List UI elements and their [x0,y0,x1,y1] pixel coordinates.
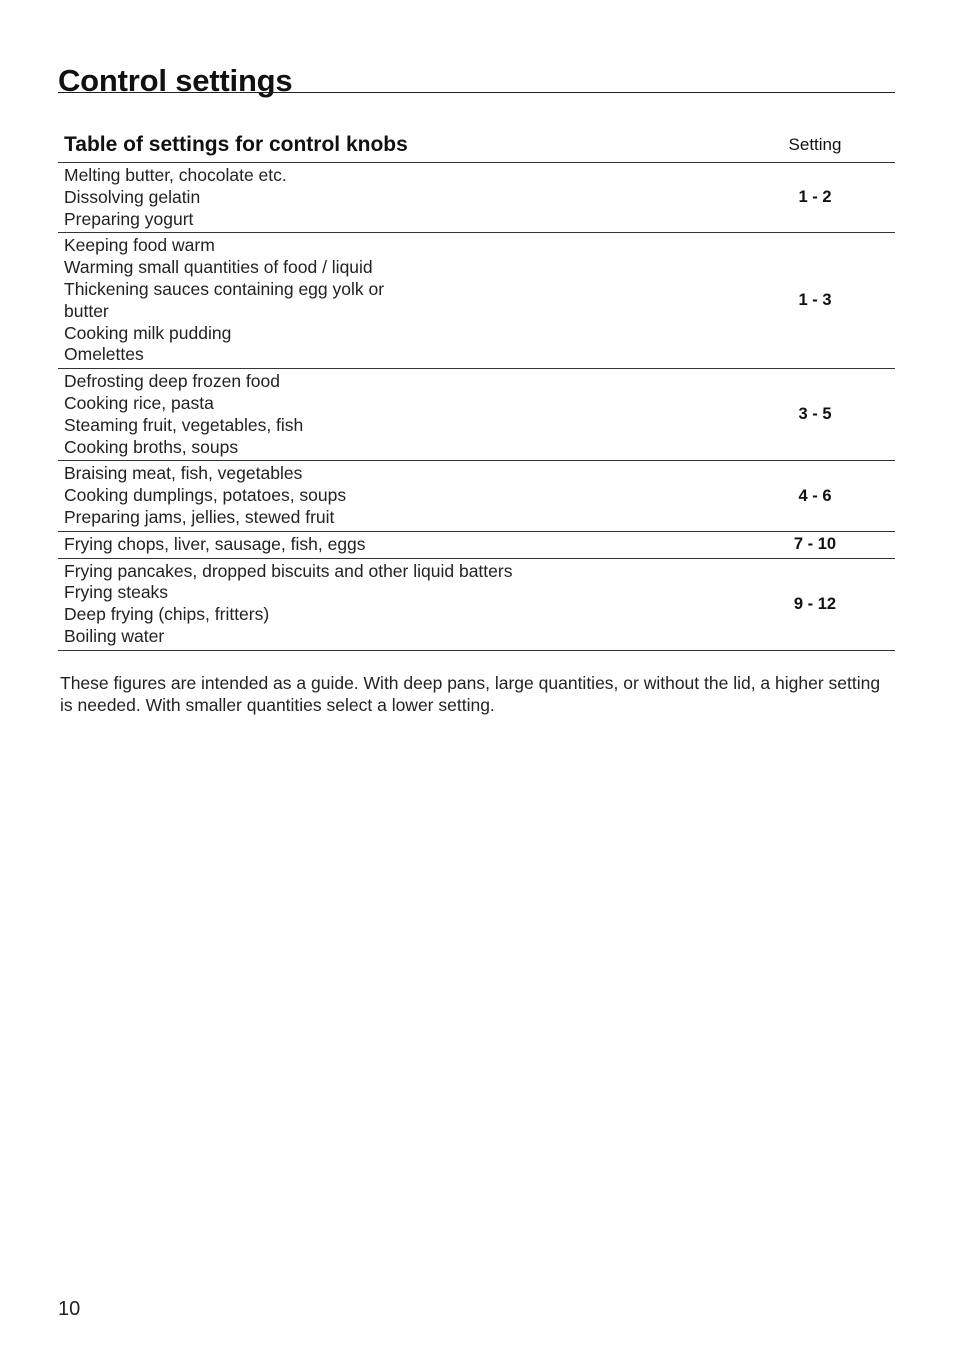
page-number: 10 [58,1298,81,1320]
row-items [58,461,735,530]
table-caption: Table of settings for control knobs [64,133,408,156]
list-item: Omelettes [64,344,144,365]
list-item: Boiling water [64,625,165,646]
list-item: Dissolving gelatin [64,186,201,207]
row-items [58,369,735,460]
title-divider [58,92,895,93]
list-item: Preparing jams, jellies, stewed fruit [64,506,335,527]
list-item: Cooking broths, soups [64,436,239,457]
row-items [58,163,735,232]
table-row [58,461,895,531]
list-item: Melting butter, chocolate etc. [64,165,287,185]
list-item: Frying pancakes, dropped biscuits and other liquid batters [64,560,513,581]
table-row [58,369,895,461]
list-item: Frying chops, liver, sausage, fish, eggs [64,533,366,554]
table-header [58,128,895,163]
list-item: Keeping food warm [64,235,215,256]
table-row [58,163,895,233]
table-row [58,233,895,369]
settings-table [58,128,895,651]
setting-value: 1 - 2 [798,188,832,207]
row-items [58,532,735,558]
setting-value: 4 - 6 [798,486,832,505]
list-item: Braising meat, fish, vegetables [64,463,303,484]
setting-value: 7 - 10 [793,534,837,553]
table-row [58,559,895,651]
setting-value: 3 - 5 [798,405,832,424]
list-item: Defrosting deep frozen food [64,371,280,392]
row-items [58,233,735,368]
list-item: Cooking rice, pasta [64,392,214,413]
setting-value: 1 - 3 [798,291,832,310]
row-items [58,559,735,650]
list-item: Frying steaks [64,582,169,603]
table-footnote: These figures are intended as a guide. With deep pans, large quantities, or without the lid, a higher setting is needed. With smaller quantities select a lower setting. [60,672,881,715]
list-item: Cooking milk pudding [64,322,232,343]
table-row [58,532,895,559]
list-item: Cooking dumplings, potatoes, soups [64,485,347,506]
list-item: Thickening sauces containing egg yolk or butter [64,278,385,321]
setting-value: 9 - 12 [793,594,837,613]
page-title: Control settings [58,62,293,98]
list-item: Preparing yogurt [64,208,194,229]
list-item: Warming small quantities of food / liquid [64,257,373,278]
list-item: Deep frying (chips, fritters) [64,604,270,625]
setting-column-header: Setting [788,135,842,154]
list-item: Steaming fruit, vegetables, fish [64,414,304,435]
